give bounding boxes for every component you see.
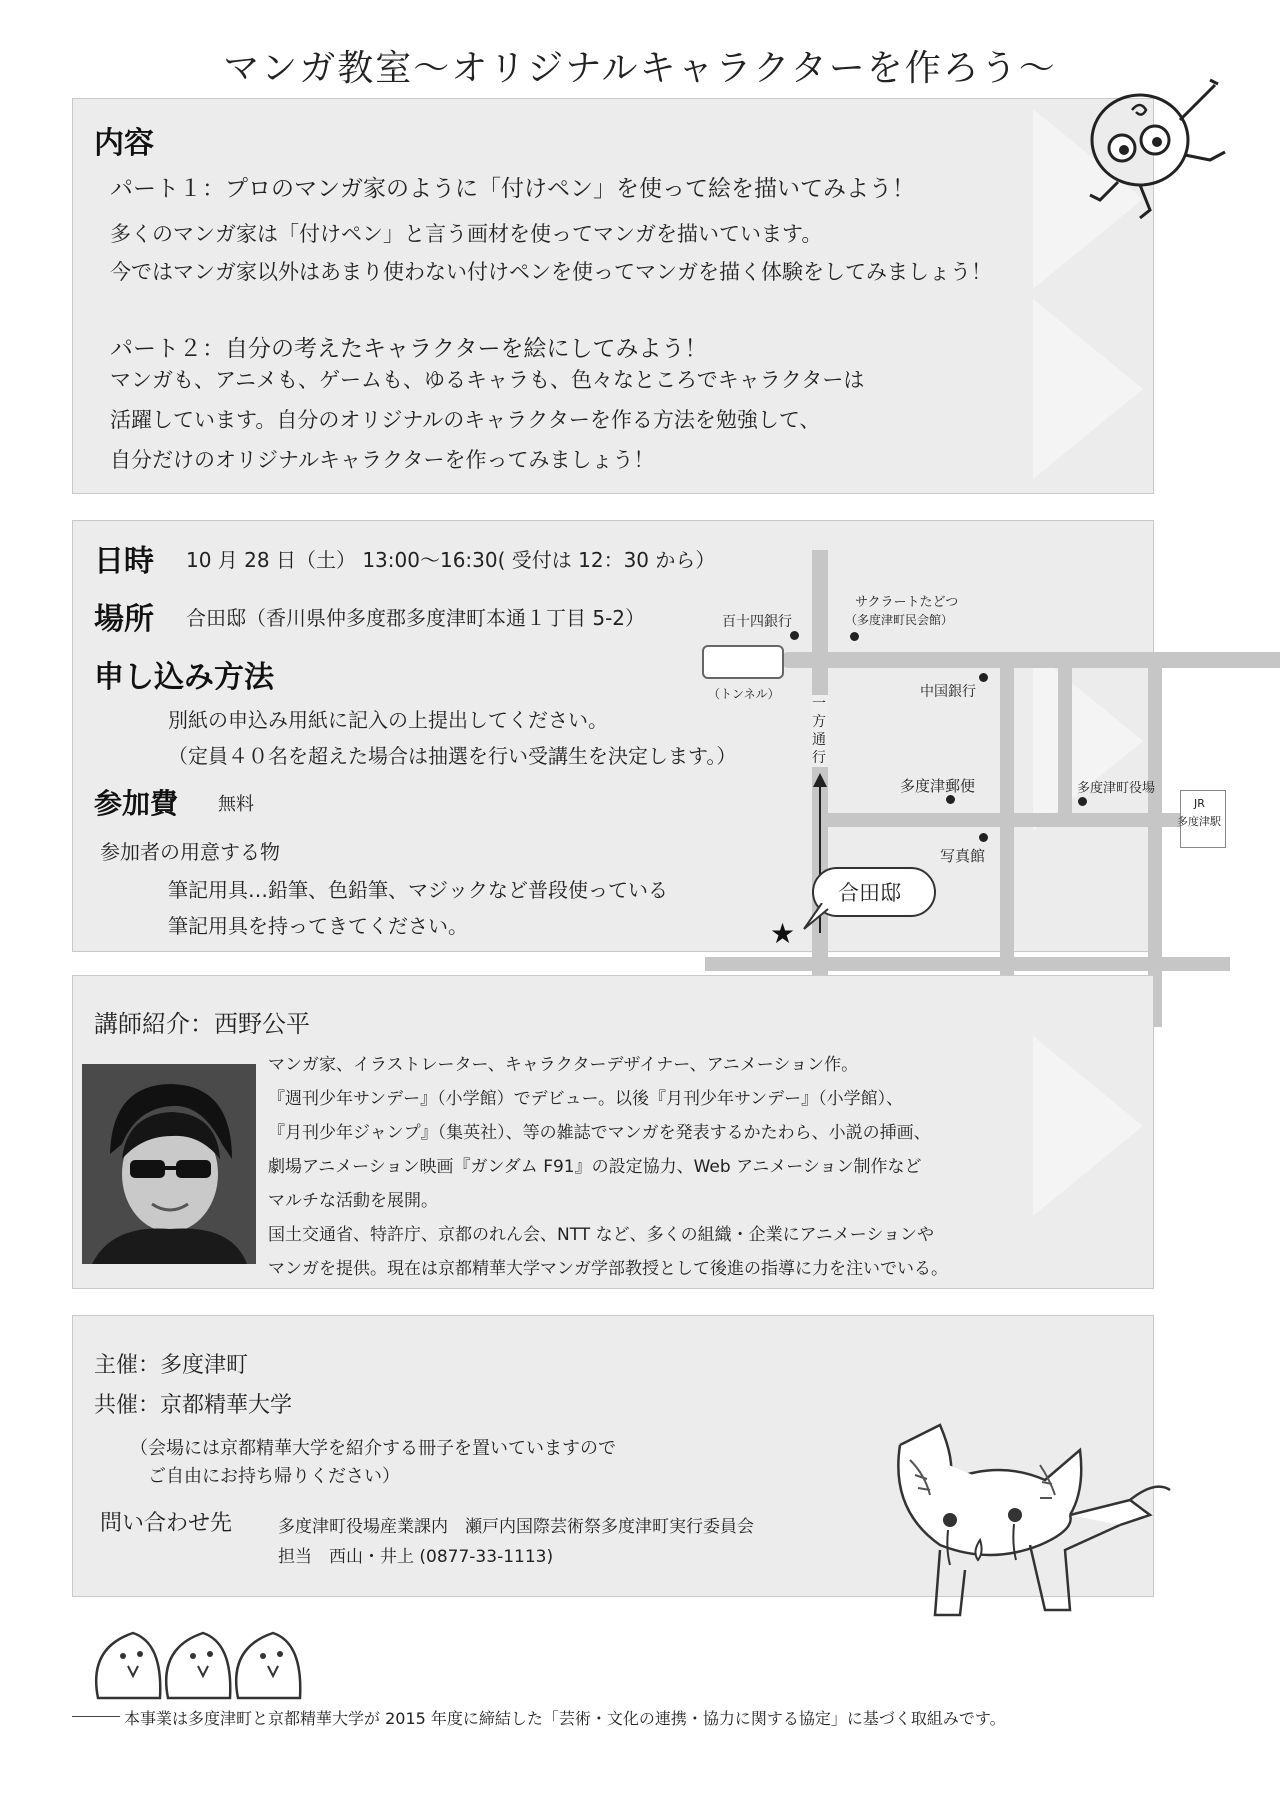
venue-star-icon: ★ xyxy=(770,917,796,950)
map-road-vertical-3 xyxy=(1058,652,1072,827)
host-text: 主催：多度津町 xyxy=(94,1353,249,1378)
sakura-sub-label: （多度津町民会館） xyxy=(845,613,954,627)
bio-line-3: 『月刊少年ジャンプ』（集英社）、等の雑誌でマンガを発表するかたわら、小説の挿画、 xyxy=(268,1123,931,1143)
tunnel-label: （トンネル） xyxy=(708,687,780,701)
bring-label: 参加者の用意する物 xyxy=(100,840,280,864)
page-title: マンガ教室〜オリジナルキャラクターを作ろう〜 xyxy=(223,48,1057,89)
chugoku-bank-dot xyxy=(979,673,988,682)
bio-line-5: マルチな活動を展開。 xyxy=(268,1191,438,1211)
date-label: 日時 xyxy=(94,544,154,579)
cohost-text: 共催：京都精華大学 xyxy=(94,1393,293,1418)
oneway-label: 一方通行 xyxy=(812,696,826,766)
note-line-1: （会場には京都精華大学を紹介する冊子を置いていますので xyxy=(130,1438,616,1459)
oneway-arrowhead-icon xyxy=(813,773,827,787)
bring-line-2: 筆記用具を持ってきてください。 xyxy=(168,914,468,938)
content-panel xyxy=(72,98,1154,494)
footer-rule xyxy=(72,1716,120,1717)
apply-label: 申し込み方法 xyxy=(94,660,274,695)
station-label-bottom: 多度津駅 xyxy=(1177,815,1221,828)
sakura-label: サクラートたどつ xyxy=(855,595,959,610)
fee-value: 無料 xyxy=(218,794,254,815)
venue-bubble-tail-icon xyxy=(802,903,832,931)
chugoku-bank-label: 中国銀行 xyxy=(920,684,976,700)
map-road-top xyxy=(780,652,1280,668)
apply-line-1: 別紙の申込み用紙に記入の上提出してください。 xyxy=(168,708,608,732)
part2-title: パート２：自分の考えたキャラクターを絵にしてみよう！ xyxy=(110,336,708,362)
instructor-photo xyxy=(82,1064,256,1264)
photo-studio-label: 写真館 xyxy=(940,847,986,865)
doodle-character-icon xyxy=(1040,70,1240,230)
place-label: 場所 xyxy=(94,602,154,637)
fee-label: 参加費 xyxy=(94,787,179,820)
doodle-cat-icon xyxy=(880,1420,1180,1630)
post-office-dot xyxy=(946,795,955,804)
part1-line-1: 多くのマンガ家は「付けペン」と言う画材を使ってマンガを描いています。 xyxy=(110,222,823,246)
town-office-dot xyxy=(1078,797,1087,806)
town-office-label: 多度津町役場 xyxy=(1077,781,1156,796)
contact-label: 問い合わせ先 xyxy=(100,1511,233,1536)
photo-studio-dot xyxy=(979,833,988,842)
post-office-label: 多度津郵便 xyxy=(900,777,976,795)
bio-line-6: 国土交通省、特許庁、京都のれん会、NTT など、多くの組織・企業にアニメーションや xyxy=(268,1225,935,1245)
venue-label: 合田邸 xyxy=(838,881,901,905)
bring-line-1: 筆記用具…鉛筆、色鉛筆、マジックなど普段使っている xyxy=(168,878,668,902)
doodle-birds-icon xyxy=(88,1618,328,1708)
content-heading: 内容 xyxy=(94,126,154,161)
part1-title: パート１：プロのマンガ家のように「付けペン」を使って絵を描いてみよう！ xyxy=(110,176,915,202)
station-label-top: JR xyxy=(1194,797,1205,810)
date-value: 10 月 28 日（土） 13:00〜16:30( 受付は 12：30 から） xyxy=(186,548,716,572)
instructor-heading: 講師紹介：西野公平 xyxy=(94,1010,310,1038)
bio-line-1: マンガ家、イラストレーター、キャラクターデザイナー、アニメーション作。 xyxy=(268,1055,859,1075)
bio-line-7: マンガを提供。現在は京都精華大学マンガ学部教授として後進の指導に力を注いでいる。 xyxy=(268,1259,948,1279)
footer-text: 本事業は多度津町と京都精華大学が 2015 年度に締結した「芸術・文化の連携・協力に関する協定」に基づく取組みです。 xyxy=(124,1709,1006,1728)
bank-114-dot xyxy=(790,631,799,640)
bio-line-2: 『週刊少年サンデー』（小学館）でデビュー。以後『月刊少年サンデー』（小学館）、 xyxy=(268,1089,904,1109)
contact-line-2: 担当 西山・井上 (0877-33-1113) xyxy=(278,1547,554,1567)
part1-line-2: 今ではマンガ家以外はあまり使わない付けペンを使ってマンガを描く体験をしてみましょう！ xyxy=(110,260,992,284)
access-map xyxy=(690,545,1250,1035)
bio-line-4: 劇場アニメーション映画『ガンダム F91』の設定協力、Web アニメーション制作など xyxy=(268,1157,922,1177)
tunnel-box xyxy=(702,645,784,679)
map-road-vertical-4 xyxy=(1148,652,1162,1027)
bank-114-label: 百十四銀行 xyxy=(722,614,792,630)
note-line-2: ご自由にお持ち帰りください） xyxy=(148,1466,400,1487)
contact-line-1: 多度津町役場産業課内 瀬戸内国際芸術祭多度津町実行委員会 xyxy=(278,1517,754,1537)
apply-line-2: （定員４０名を超えた場合は抽選を行い受講生を決定します。） xyxy=(168,744,737,768)
part2-line-1: マンガも、アニメも、ゲームも、ゆるキャラも、色々なところでキャラクターは xyxy=(110,368,865,392)
part2-line-2: 活躍しています。自分のオリジナルのキャラクターを作る方法を勉強して、 xyxy=(110,408,821,432)
sakura-dot xyxy=(850,632,859,641)
part2-line-3: 自分だけのオリジナルキャラクターを作ってみましょう！ xyxy=(110,448,655,472)
place-value: 合田邸（香川県仲多度郡多度津町本通１丁目 5-2） xyxy=(186,606,646,630)
